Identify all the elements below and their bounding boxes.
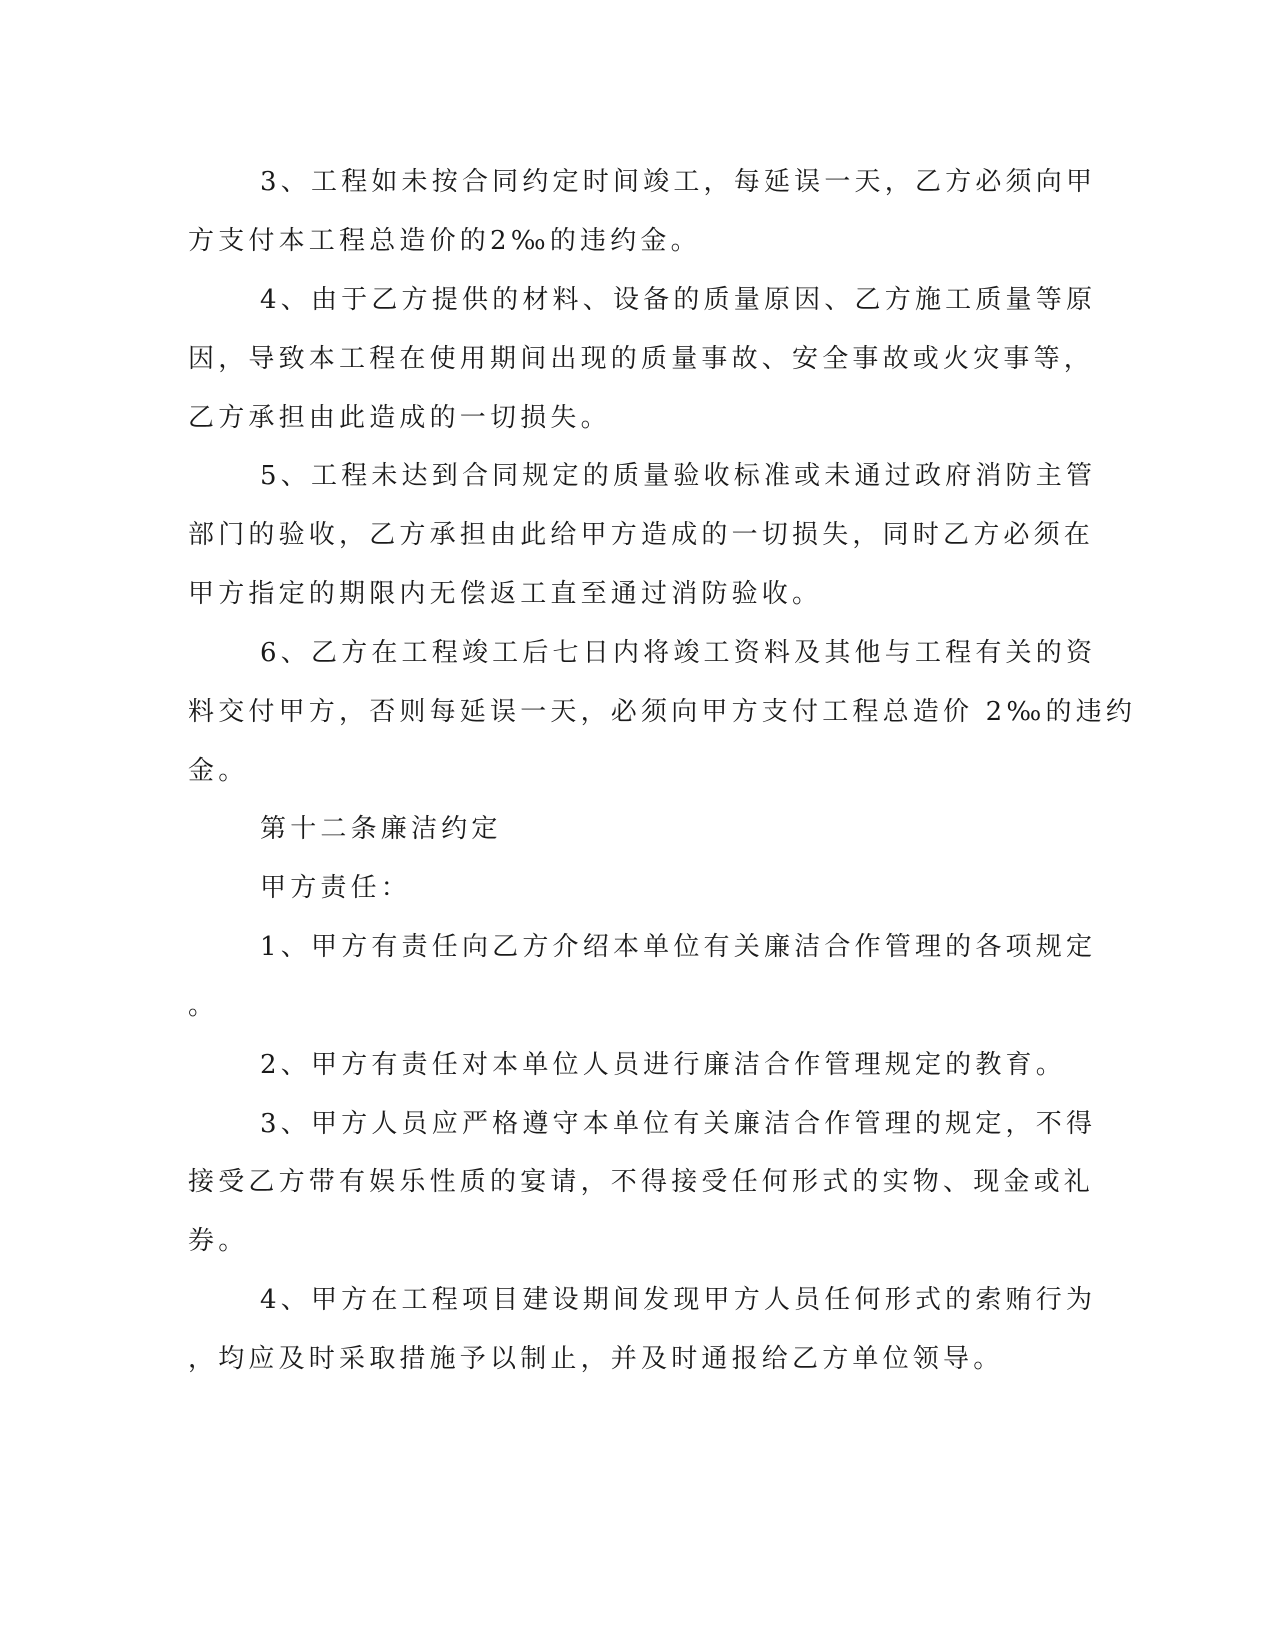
text-line: 2、甲方有责任对本单位人员进行廉洁合作管理规定的教育。	[260, 1050, 1066, 1080]
text-line: 3、工程如未按合同约定时间竣工，每延误一天，乙方必须向甲	[260, 167, 1097, 197]
text-line: 甲方指定的期限内无偿返工直至通过消防验收。	[188, 579, 823, 609]
text-line: 料交付甲方，否则每延误一天，必须向甲方支付工程总造价 2‰的违约	[188, 697, 1137, 727]
text-line: 4、甲方在工程项目建设期间发现甲方人员任何形式的索贿行为	[260, 1285, 1097, 1315]
text-line: 方支付本工程总造价的2‰的违约金。	[188, 226, 701, 256]
text-line: 因，导致本工程在使用期间出现的质量事故、安全事故或火灾事等，	[188, 344, 1095, 374]
text-line: ，均应及时采取措施予以制止，并及时通报给乙方单位领导。	[188, 1344, 1004, 1374]
text-line: 。	[188, 991, 219, 1021]
text-line: 乙方承担由此造成的一切损失。	[188, 403, 611, 433]
text-line: 3、甲方人员应严格遵守本单位有关廉洁合作管理的规定，不得	[260, 1109, 1097, 1139]
subheading: 甲方责任：	[260, 873, 412, 903]
text-line: 4、由于乙方提供的材料、设备的质量原因、乙方施工质量等原	[260, 285, 1097, 315]
text-line: 5、工程未达到合同规定的质量验收标准或未通过政府消防主管	[260, 461, 1097, 491]
section-heading: 第十二条廉洁约定	[260, 814, 502, 844]
text-line: 6、乙方在工程竣工后七日内将竣工资料及其他与工程有关的资	[260, 638, 1097, 668]
text-line: 接受乙方带有娱乐性质的宴请，不得接受任何形式的实物、现金或礼	[188, 1167, 1095, 1197]
text-line: 券。	[188, 1226, 249, 1256]
text-line: 部门的验收，乙方承担由此给甲方造成的一切损失，同时乙方必须在	[188, 520, 1095, 550]
text-line: 金。	[188, 756, 249, 786]
text-line: 1、甲方有责任向乙方介绍本单位有关廉洁合作管理的各项规定	[260, 932, 1097, 962]
